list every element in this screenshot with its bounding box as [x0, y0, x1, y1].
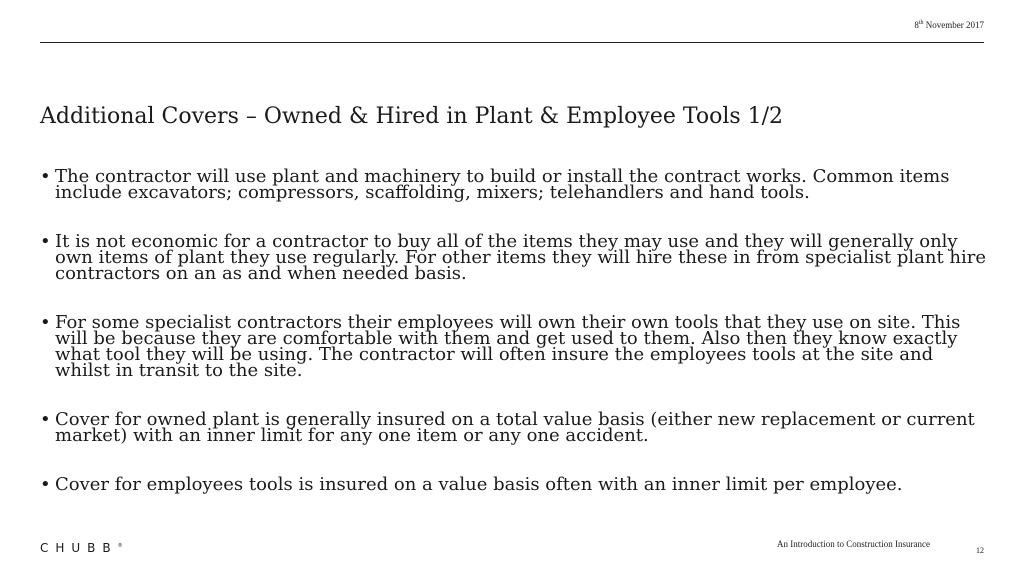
- slide-date: [914, 20, 984, 30]
- page-number: 12: [976, 546, 984, 555]
- registered-mark-icon: ®: [117, 543, 123, 549]
- slide-title: Additional Covers – Owned & Hired in Plant & Employee Tools 1/2: [40, 104, 784, 129]
- bullet-dot-icon: •: [40, 409, 51, 430]
- chubb-logo: [40, 541, 123, 555]
- bullet-dot-icon: •: [40, 231, 51, 252]
- date-day: 8: [914, 20, 919, 30]
- bullet-text: The contractor will use plant and machinery to build or install the contract works. Common items include excavators; compressors, scaffolding, mixers; telehandlers and hand tools.: [55, 166, 950, 203]
- date-suffix: th: [918, 20, 924, 26]
- bullet-text: Cover for owned plant is generally insured on a total value basis (either new replacement or current market) with an inner limit for any one item or any one accident.: [55, 409, 975, 446]
- bullet-dot-icon: •: [40, 166, 51, 187]
- bullet-text: It is not economic for a contractor to buy all of the items they may use and they will generally only own items of plant they use regularly. For other items they will hire these in from specialist plant hire contractors on an as and when needed basis.: [55, 231, 987, 284]
- bullet-item: [40, 312, 992, 381]
- bullet-item: [40, 474, 992, 495]
- bullet-dot-icon: •: [40, 474, 51, 495]
- header-divider: [40, 42, 984, 43]
- bullet-text: Cover for employees tools is insured on a value basis often with an inner limit per employee.: [55, 474, 903, 495]
- bullet-item: [40, 231, 992, 284]
- presentation-title: An Introduction to Construction Insurance: [777, 539, 930, 549]
- bullet-dot-icon: •: [40, 312, 51, 333]
- bullet-text: For some specialist contractors their employees will own their own tools that they use on site. This will be because they are comfortable with them and get used to them. Also then they know exactly what tool they will be using. The contractor will often insure the employees tools at the site and whilst in transit to the site.: [55, 312, 961, 381]
- bullet-item: [40, 409, 992, 446]
- date-month-year: November 2017: [923, 20, 984, 30]
- logo-wordmark: CHUBB: [40, 541, 118, 555]
- bullet-item: [40, 166, 992, 203]
- bullet-list: [40, 166, 992, 495]
